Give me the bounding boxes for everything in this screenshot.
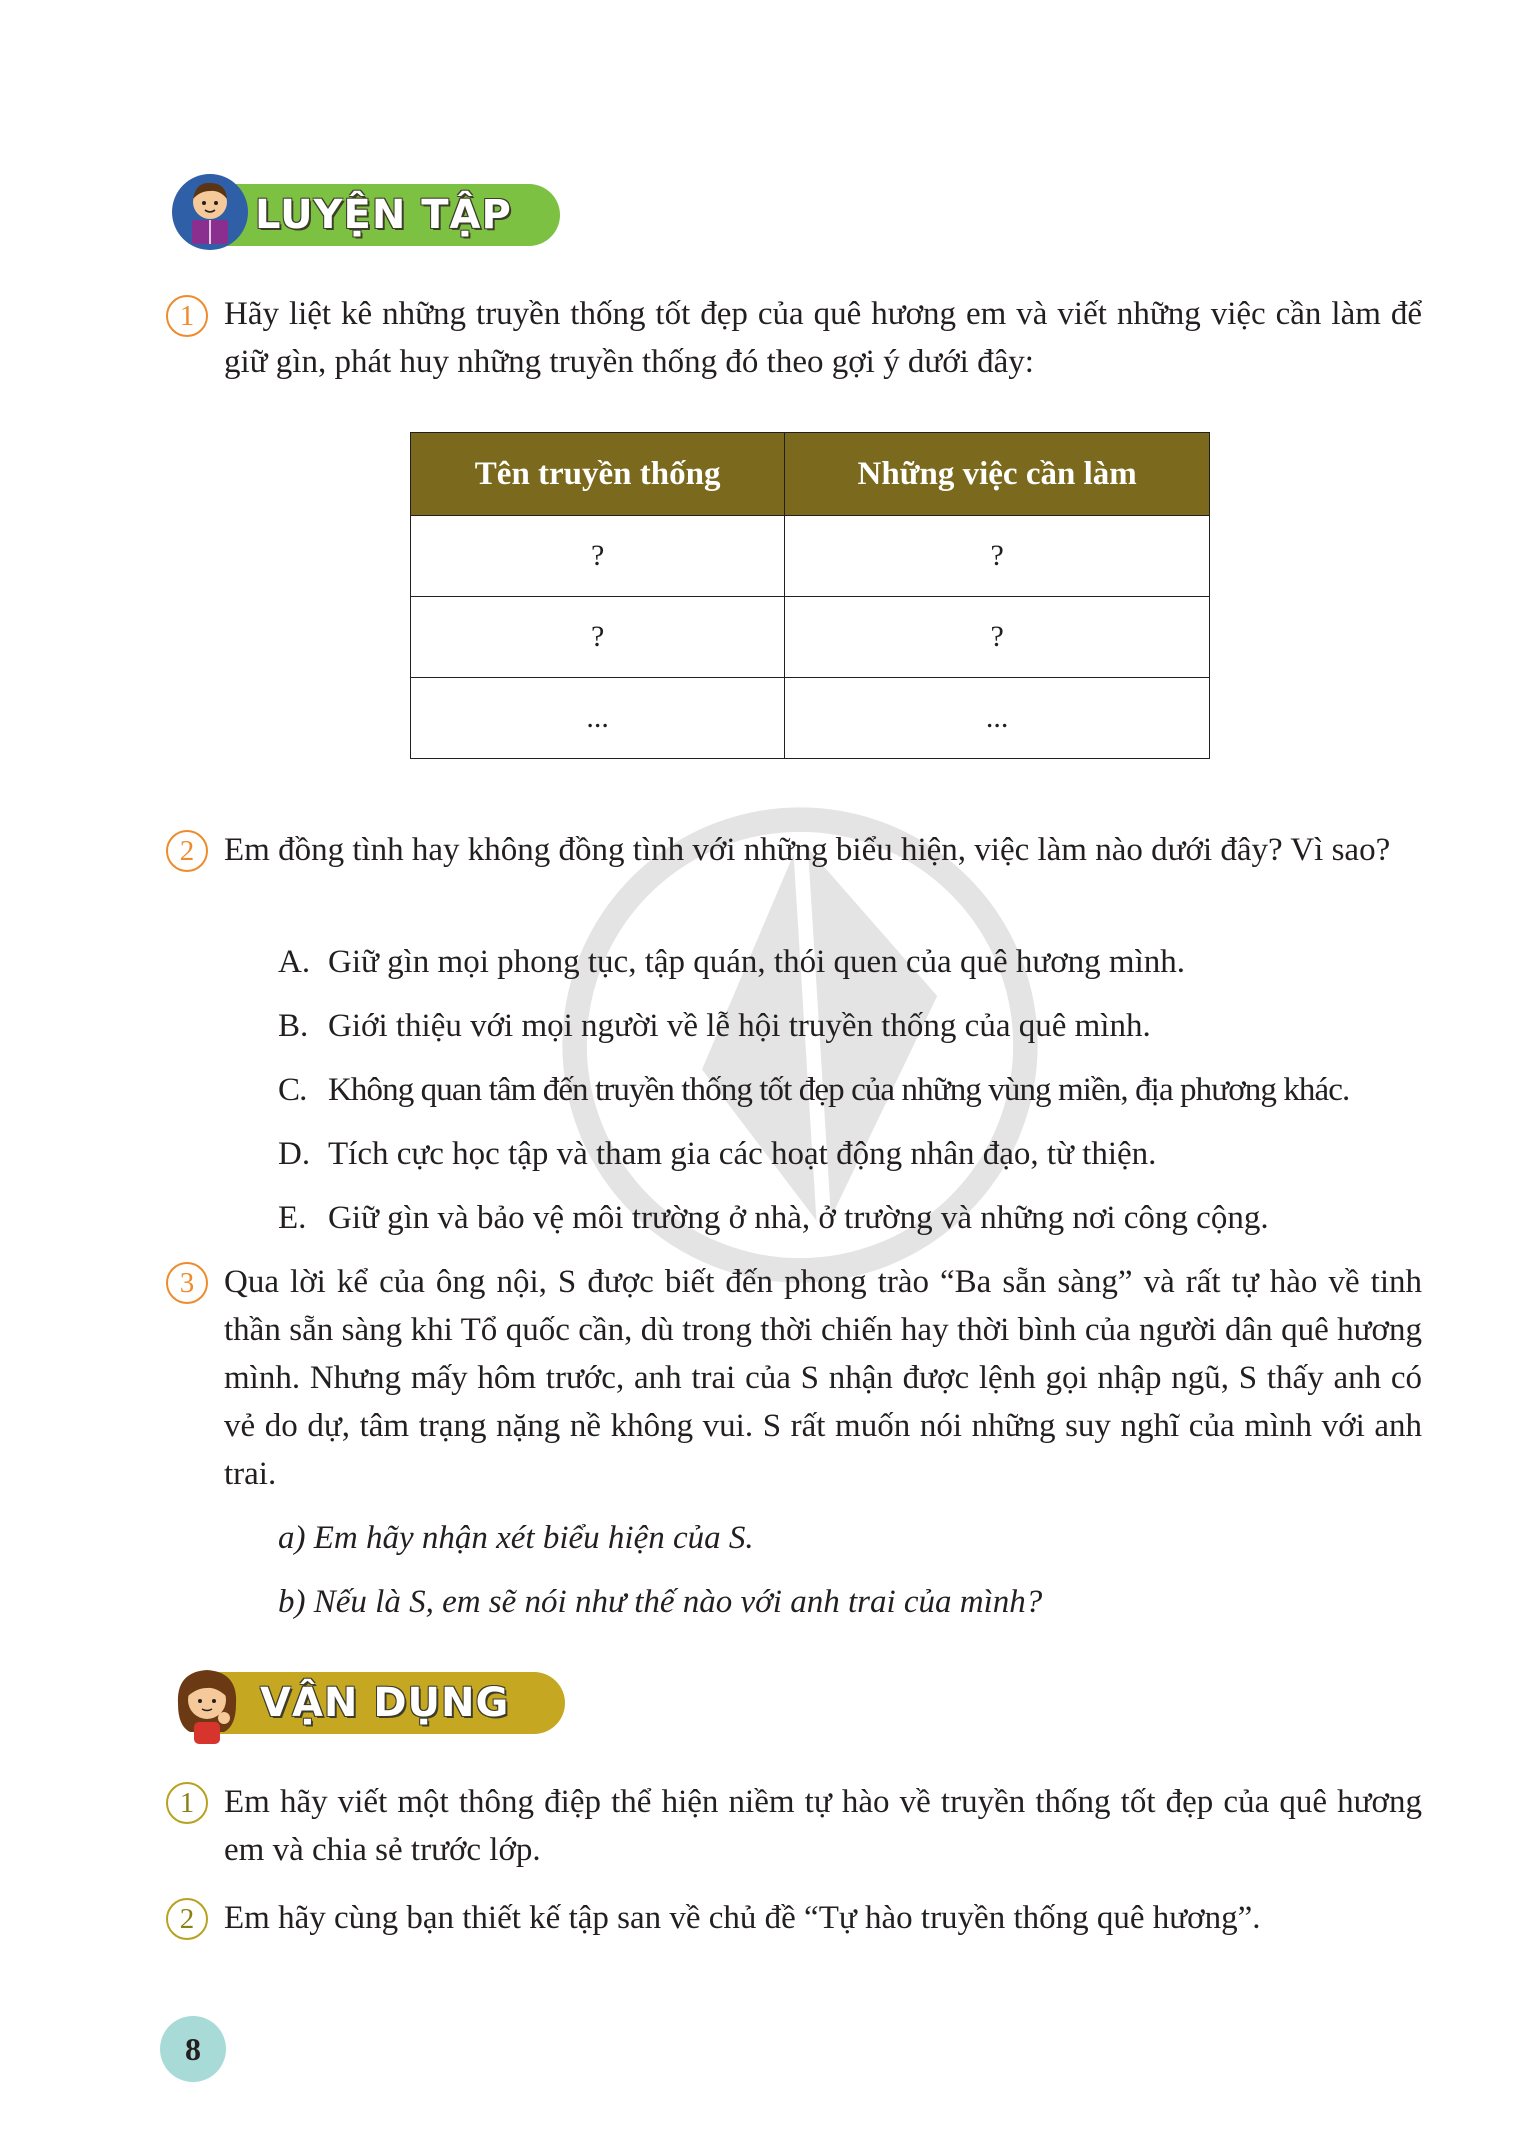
option-b: [278, 1002, 1151, 1050]
option-text: Tích cực học tập và tham gia các hoạt động nhân đạo, từ thiện.: [328, 1136, 1157, 1172]
girl-thinking-mascot-icon: [164, 1660, 250, 1746]
question-number-3: 3: [166, 1262, 208, 1304]
option-a: [278, 938, 1185, 986]
option-letter: C.: [278, 1072, 307, 1108]
apply-question-1-text: Em hãy viết một thông điệp thể hiện niềm tự hào về truyền thống tốt đẹp của quê hương em và chia sẻ trước lớp.: [224, 1784, 1422, 1868]
table-row: [411, 678, 1210, 759]
table-header-actions: Những việc cần làm: [785, 433, 1210, 516]
page-number: 8: [160, 2016, 226, 2082]
option-c: [278, 1066, 1349, 1114]
table-row: [411, 516, 1210, 597]
option-letter: D.: [278, 1136, 311, 1172]
option-text: Giới thiệu với mọi người về lễ hội truyền thống của quê mình.: [328, 1008, 1151, 1044]
table-header-row: [411, 433, 1210, 516]
option-text: Không quan tâm đến truyền thống tốt đẹp của những vùng miền, địa phương khác.: [328, 1072, 1350, 1108]
option-letter: A.: [278, 944, 311, 980]
boy-reading-mascot-icon: [170, 172, 250, 254]
apply-section-banner: [195, 1672, 565, 1734]
table-cell: ...: [411, 678, 785, 759]
option-text: Giữ gìn và bảo vệ môi trường ở nhà, ở trường và những nơi công cộng.: [328, 1200, 1269, 1236]
table-row: [411, 597, 1210, 678]
question-3-part-b: b) Nếu là S, em sẽ nói như thế nào với anh trai của mình?: [278, 1584, 1043, 1620]
question-3-text: Qua lời kể của ông nội, S được biết đến phong trào “Ba sẵn sàng” và rất tự hào về tinh thần sẵn sàng khi Tổ quốc cần, dù trong thời chiến hay thời bình của người dân quê hương mình. Nhưng mấy hôm trước, anh trai của S nhận được lệnh gọi nhập ngũ, S thấy anh có vẻ do dự, tâm trạng nặng nề không vui. S rất muốn nói những suy nghĩ của mình với anh trai.: [224, 1264, 1422, 1492]
table-cell: ?: [785, 516, 1210, 597]
traditions-table: [410, 432, 1210, 759]
option-letter: B.: [278, 1008, 309, 1044]
option-d: [278, 1130, 1156, 1178]
apply-section-title: VẬN DỤNG: [260, 1680, 510, 1726]
question-number-2: 2: [166, 830, 208, 872]
practice-section-title: LUYỆN TẬP: [255, 192, 512, 238]
option-e: [278, 1194, 1269, 1242]
table-cell: ?: [785, 597, 1210, 678]
table-cell: ...: [785, 678, 1210, 759]
question-1-text: Hãy liệt kê những truyền thống tốt đẹp của quê hương em và viết những việc cần làm để giữ gìn, phát huy những truyền thống đó theo gợi ý dưới đây:: [224, 296, 1422, 380]
apply-question-number-1: 1: [166, 1782, 208, 1824]
apply-question-number-2: 2: [166, 1898, 208, 1940]
question-3-part-a: a) Em hãy nhận xét biểu hiện của S.: [278, 1520, 754, 1556]
table-header-tradition: Tên truyền thống: [411, 433, 785, 516]
table-cell: ?: [411, 516, 785, 597]
option-text: Giữ gìn mọi phong tục, tập quán, thói quen của quê hương mình.: [328, 944, 1186, 980]
apply-question-2-text: Em hãy cùng bạn thiết kế tập san về chủ đề “Tự hào truyền thống quê hương”.: [224, 1900, 1261, 1936]
option-letter: E.: [278, 1200, 307, 1236]
table-cell: ?: [411, 597, 785, 678]
question-2-text: Em đồng tình hay không đồng tình với những biểu hiện, việc làm nào dưới đây? Vì sao?: [224, 832, 1391, 868]
question-number-1: 1: [166, 295, 208, 337]
